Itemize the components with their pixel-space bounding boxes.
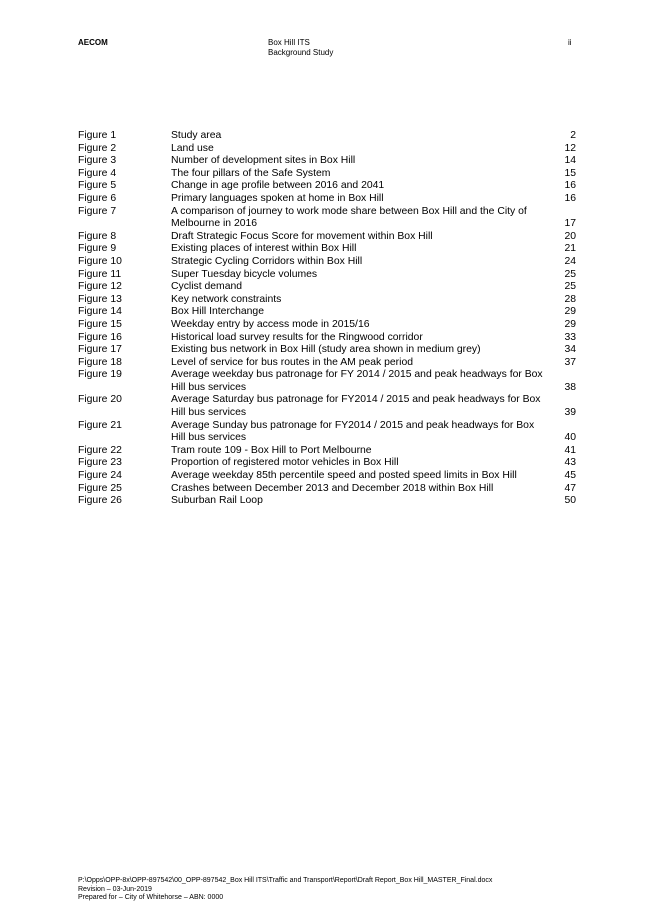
figure-entry[interactable] [78,193,576,206]
figure-page: 38 [564,381,576,393]
figure-page: 25 [564,268,576,280]
figure-entry[interactable] [78,130,576,143]
figure-entry[interactable] [78,294,576,307]
figure-label: Figure 20 [78,394,122,406]
figure-page: 50 [564,495,576,507]
figure-label: Figure 6 [78,192,117,204]
figure-entry[interactable] [78,470,576,483]
figure-label: Figure 7 [78,205,117,217]
figure-entry[interactable] [78,319,576,332]
figure-page: 40 [564,432,576,444]
figure-label: Figure 19 [78,369,122,381]
document-title-line2: Background Study [268,48,334,57]
figure-label: Figure 5 [78,180,117,192]
figure-title: Existing bus network in Box Hill (study area shown in medium grey) [171,344,481,356]
figure-entry[interactable] [78,168,576,181]
figure-page: 28 [564,293,576,305]
figure-page: 29 [564,318,576,330]
list-of-figures [78,130,576,508]
figure-entry[interactable] [78,483,576,496]
page-number: ii [568,38,572,47]
figure-title: Super Tuesday bicycle volumes [171,268,318,280]
figure-title: The four pillars of the Safe System [171,167,331,179]
figure-label: Figure 25 [78,482,122,494]
figure-entry[interactable] [78,180,576,193]
figure-label: Figure 13 [78,293,122,305]
figure-label: Figure 8 [78,230,117,242]
figure-entry[interactable] [78,206,576,231]
figure-label: Figure 23 [78,457,122,469]
figure-label: Figure 17 [78,344,122,356]
figure-entry[interactable] [78,495,576,508]
figure-page: 29 [564,306,576,318]
figure-entry[interactable] [78,357,576,370]
figure-page: 47 [564,482,576,494]
figure-label: Figure 15 [78,318,122,330]
figure-entry[interactable] [78,243,576,256]
figure-label: Figure 26 [78,495,122,507]
figure-label: Figure 22 [78,444,122,456]
figure-page: 16 [564,192,576,204]
figure-entry[interactable] [78,445,576,458]
figure-page: 37 [564,356,576,368]
figure-title: Level of service for bus routes in the AM peak period [171,356,414,368]
company-name: AECOM [78,38,108,47]
figure-title: Number of development sites in Box Hill [171,155,356,167]
figure-title: Average Saturday bus patronage for FY2014 / 2015 and peak headways for Box Hill bus services [171,394,541,419]
figure-entry[interactable] [78,256,576,269]
figure-label: Figure 3 [78,155,117,167]
figure-page: 41 [564,444,576,456]
figure-label: Figure 1 [78,130,117,141]
figure-page: 21 [564,243,576,255]
figure-page: 12 [564,142,576,154]
figure-entry[interactable] [78,344,576,357]
figure-page: 24 [564,255,576,267]
figure-title: Key network constraints [171,293,282,305]
figure-entry[interactable] [78,155,576,168]
figure-label: Figure 10 [78,255,122,267]
figure-title: Suburban Rail Loop [171,495,263,507]
figure-label: Figure 18 [78,356,122,368]
figure-title: Study area [171,130,222,141]
figure-page: 39 [564,407,576,419]
figure-entry[interactable] [78,306,576,319]
figure-title: Average weekday bus patronage for FY 2014 / 2015 and peak headways for Box Hill bus services [171,369,543,393]
figure-title: Existing places of interest within Box Hill [171,243,357,255]
figure-page: 33 [564,331,576,343]
figure-title: Average weekday 85th percentile speed and posted speed limits in Box Hill [171,470,517,482]
figure-label: Figure 21 [78,419,122,431]
figure-page: 17 [564,218,576,230]
figure-entry[interactable] [78,269,576,282]
figure-title: Box Hill Interchange [171,306,264,318]
figure-title: Tram route 109 - Box Hill to Port Melbourne [171,444,372,456]
figure-entry[interactable] [78,394,576,419]
figure-page: 15 [564,167,576,179]
figure-entry[interactable] [78,369,576,394]
figure-title: Strategic Cycling Corridors within Box Hill [171,255,363,267]
figure-entry[interactable] [78,231,576,244]
figure-entry[interactable] [78,420,576,445]
figure-title: Average Sunday bus patronage for FY2014 / 2015 and peak headways for Box Hill bus services [171,419,535,444]
figure-title: Cyclist demand [171,281,243,293]
figure-title: Crashes between December 2013 and December 2018 within Box Hill [171,482,494,494]
figure-title: Change in age profile between 2016 and 2041 [171,180,385,192]
figure-label: Figure 4 [78,167,117,179]
figure-label: Figure 12 [78,281,122,293]
figure-title: Land use [171,142,214,154]
figure-page: 14 [564,155,576,167]
document-title [268,38,333,58]
figure-title: Proportion of registered motor vehicles in Box Hill [171,457,399,469]
figure-page: 20 [564,230,576,242]
figure-label: Figure 16 [78,331,122,343]
document-title-line1: Box Hill ITS [268,38,310,47]
figure-title: Historical load survey results for the Ringwood corridor [171,331,423,343]
figure-label: Figure 2 [78,142,117,154]
figure-label: Figure 9 [78,243,117,255]
figure-page: 43 [564,457,576,469]
footer-revision: Revision – 03-Jun-2019 [78,885,152,893]
figure-title: Draft Strategic Focus Score for movement within Box Hill [171,230,433,242]
figure-label: Figure 14 [78,306,122,318]
figure-entry[interactable] [78,457,576,470]
figure-entry[interactable] [78,332,576,345]
figure-page: 34 [564,344,576,356]
figure-page: 2 [570,130,576,141]
figure-title: A comparison of journey to work mode share between Box Hill and the City of Melbourne in 2016 [171,205,527,230]
figure-entry[interactable] [78,281,576,294]
figure-page: 25 [564,281,576,293]
figure-page: 16 [564,180,576,192]
figure-label: Figure 11 [78,268,122,280]
figure-page: 45 [564,470,576,482]
footer-file-path: P:\Opps\OPP-8x\OPP-897542\00_OPP-897542_Box Hill ITS\Traffic and Transport\Report\Draft Report_Box Hill_MASTER_Final.docx [78,877,493,884]
footer-prepared-for: Prepared for – City of Whitehorse – ABN: 0000 [78,894,224,902]
footer [78,877,492,903]
figure-title: Weekday entry by access mode in 2015/16 [171,318,370,330]
figure-label: Figure 24 [78,470,122,482]
figure-title: Primary languages spoken at home in Box Hill [171,192,384,204]
figure-entry[interactable] [78,143,576,156]
